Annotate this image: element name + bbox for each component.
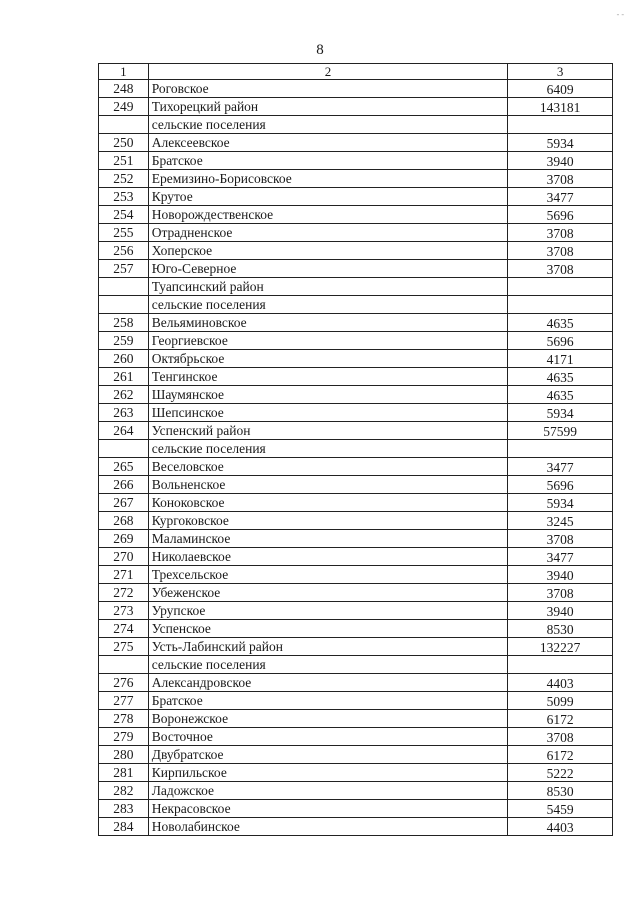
- row-value: 5934: [508, 404, 613, 422]
- row-value: 5696: [508, 332, 613, 350]
- row-number: 250: [99, 134, 149, 152]
- row-value: 4403: [508, 818, 613, 836]
- table-row: [99, 512, 613, 530]
- table-row: [99, 476, 613, 494]
- row-number: 248: [99, 80, 149, 98]
- table-row: [99, 674, 613, 692]
- row-value: 6172: [508, 710, 613, 728]
- data-table: [98, 63, 613, 836]
- row-value: 8530: [508, 620, 613, 638]
- row-number: 267: [99, 494, 149, 512]
- table-row: [99, 206, 613, 224]
- row-name: Туапсинский район: [148, 278, 508, 296]
- table-row: [99, 404, 613, 422]
- row-value: 4171: [508, 350, 613, 368]
- table-row: [99, 98, 613, 116]
- row-value: 143181: [508, 98, 613, 116]
- row-number: 265: [99, 458, 149, 476]
- table-row: [99, 116, 613, 134]
- row-number: 279: [99, 728, 149, 746]
- row-name: Двубратское: [148, 746, 508, 764]
- row-name: Коноковское: [148, 494, 508, 512]
- row-value: 3477: [508, 548, 613, 566]
- row-value: 4635: [508, 368, 613, 386]
- row-number: 275: [99, 638, 149, 656]
- table-row: [99, 188, 613, 206]
- table-row: [99, 638, 613, 656]
- row-number: 264: [99, 422, 149, 440]
- row-value: 3708: [508, 584, 613, 602]
- row-number: 251: [99, 152, 149, 170]
- table-row: [99, 566, 613, 584]
- table-row: [99, 782, 613, 800]
- row-value: 5459: [508, 800, 613, 818]
- table-row: [99, 80, 613, 98]
- row-number: 252: [99, 170, 149, 188]
- row-name: сельские поселения: [148, 296, 508, 314]
- row-name: Октябрьское: [148, 350, 508, 368]
- table-row: [99, 692, 613, 710]
- row-name: Братское: [148, 692, 508, 710]
- row-name: Николаевское: [148, 548, 508, 566]
- row-name: Еремизино-Борисовское: [148, 170, 508, 188]
- row-name: Братское: [148, 152, 508, 170]
- row-name: Хоперское: [148, 242, 508, 260]
- row-name: Некрасовское: [148, 800, 508, 818]
- table-row: [99, 152, 613, 170]
- row-name: Роговское: [148, 80, 508, 98]
- row-name: Новолабинское: [148, 818, 508, 836]
- table-row: [99, 494, 613, 512]
- row-number: 258: [99, 314, 149, 332]
- row-value: 3708: [508, 260, 613, 278]
- table-row: [99, 242, 613, 260]
- row-value: 5934: [508, 494, 613, 512]
- row-name: Восточное: [148, 728, 508, 746]
- row-value: 3708: [508, 242, 613, 260]
- row-value: 8530: [508, 782, 613, 800]
- row-name: Шепсинское: [148, 404, 508, 422]
- row-name: Трехсельское: [148, 566, 508, 584]
- column-header-number: 1: [99, 64, 149, 80]
- row-value: 6172: [508, 746, 613, 764]
- row-number: 276: [99, 674, 149, 692]
- row-value: 57599: [508, 422, 613, 440]
- row-number: 257: [99, 260, 149, 278]
- table-row: [99, 170, 613, 188]
- row-value: [508, 296, 613, 314]
- table-row: [99, 314, 613, 332]
- row-value: 3940: [508, 152, 613, 170]
- row-value: 5934: [508, 134, 613, 152]
- row-name: Убеженское: [148, 584, 508, 602]
- row-name: Георгиевское: [148, 332, 508, 350]
- row-number: 272: [99, 584, 149, 602]
- row-name: сельские поселения: [148, 656, 508, 674]
- row-name: Алексеевское: [148, 134, 508, 152]
- row-number: [99, 440, 149, 458]
- row-name: Ладожское: [148, 782, 508, 800]
- row-number: 261: [99, 368, 149, 386]
- table-row: [99, 368, 613, 386]
- row-name: Отрадненское: [148, 224, 508, 242]
- row-name: Воронежское: [148, 710, 508, 728]
- row-name: Успенский район: [148, 422, 508, 440]
- row-name: Маламинское: [148, 530, 508, 548]
- table-row: [99, 620, 613, 638]
- row-number: 269: [99, 530, 149, 548]
- row-number: 278: [99, 710, 149, 728]
- table-row: [99, 548, 613, 566]
- row-number: 266: [99, 476, 149, 494]
- table-row: [99, 440, 613, 458]
- row-name: Урупское: [148, 602, 508, 620]
- row-name: сельские поселения: [148, 116, 508, 134]
- table-row: [99, 332, 613, 350]
- corner-mark: - -: [616, 10, 624, 19]
- row-value: 5222: [508, 764, 613, 782]
- row-number: 259: [99, 332, 149, 350]
- row-name: Крутое: [148, 188, 508, 206]
- page-number: 8: [316, 42, 324, 58]
- row-number: 263: [99, 404, 149, 422]
- row-value: 3940: [508, 566, 613, 584]
- row-number: [99, 116, 149, 134]
- row-number: 277: [99, 692, 149, 710]
- table-row: [99, 584, 613, 602]
- row-value: 3708: [508, 728, 613, 746]
- row-number: [99, 296, 149, 314]
- row-name: Тенгинское: [148, 368, 508, 386]
- row-name: Александровское: [148, 674, 508, 692]
- table-row: [99, 278, 613, 296]
- row-name: сельские поселения: [148, 440, 508, 458]
- row-number: [99, 278, 149, 296]
- row-name: Усть-Лабинский район: [148, 638, 508, 656]
- row-value: [508, 278, 613, 296]
- row-name: Новорождественское: [148, 206, 508, 224]
- row-value: 132227: [508, 638, 613, 656]
- row-number: 255: [99, 224, 149, 242]
- row-value: 4403: [508, 674, 613, 692]
- row-name: Вельяминовское: [148, 314, 508, 332]
- row-value: 4635: [508, 386, 613, 404]
- table-row: [99, 296, 613, 314]
- row-name: Веселовское: [148, 458, 508, 476]
- row-number: 282: [99, 782, 149, 800]
- row-number: 268: [99, 512, 149, 530]
- row-value: 3477: [508, 458, 613, 476]
- row-value: 3940: [508, 602, 613, 620]
- row-value: 5099: [508, 692, 613, 710]
- row-number: 274: [99, 620, 149, 638]
- row-value: 5696: [508, 476, 613, 494]
- row-number: 256: [99, 242, 149, 260]
- table-row: [99, 710, 613, 728]
- table-row: [99, 656, 613, 674]
- table-row: [99, 386, 613, 404]
- row-value: 3708: [508, 224, 613, 242]
- table-row: [99, 602, 613, 620]
- column-header-name: 2: [148, 64, 508, 80]
- row-number: 283: [99, 800, 149, 818]
- row-number: 281: [99, 764, 149, 782]
- row-value: 3245: [508, 512, 613, 530]
- row-value: [508, 116, 613, 134]
- column-header-value: 3: [508, 64, 613, 80]
- row-number: 273: [99, 602, 149, 620]
- row-value: 3708: [508, 530, 613, 548]
- row-name: Юго-Северное: [148, 260, 508, 278]
- table-row: [99, 422, 613, 440]
- row-number: 253: [99, 188, 149, 206]
- table-row: [99, 530, 613, 548]
- row-name: Кургоковское: [148, 512, 508, 530]
- row-name: Успенское: [148, 620, 508, 638]
- row-value: [508, 440, 613, 458]
- table-row: [99, 260, 613, 278]
- row-name: Шаумянское: [148, 386, 508, 404]
- row-name: Вольненское: [148, 476, 508, 494]
- row-number: [99, 656, 149, 674]
- table-row: [99, 350, 613, 368]
- row-number: 280: [99, 746, 149, 764]
- table-row: [99, 818, 613, 836]
- table-row: [99, 800, 613, 818]
- row-number: 262: [99, 386, 149, 404]
- table-header-row: [99, 64, 613, 80]
- table-row: [99, 458, 613, 476]
- row-value: 4635: [508, 314, 613, 332]
- row-number: 271: [99, 566, 149, 584]
- row-number: 270: [99, 548, 149, 566]
- table-row: [99, 134, 613, 152]
- row-value: [508, 656, 613, 674]
- row-number: 260: [99, 350, 149, 368]
- table-row: [99, 746, 613, 764]
- row-value: 3708: [508, 170, 613, 188]
- row-number: 249: [99, 98, 149, 116]
- table-row: [99, 224, 613, 242]
- row-name: Тихорецкий район: [148, 98, 508, 116]
- row-number: 284: [99, 818, 149, 836]
- row-value: 5696: [508, 206, 613, 224]
- row-number: 254: [99, 206, 149, 224]
- table-row: [99, 764, 613, 782]
- row-name: Кирпильское: [148, 764, 508, 782]
- row-value: 3477: [508, 188, 613, 206]
- table-row: [99, 728, 613, 746]
- row-value: 6409: [508, 80, 613, 98]
